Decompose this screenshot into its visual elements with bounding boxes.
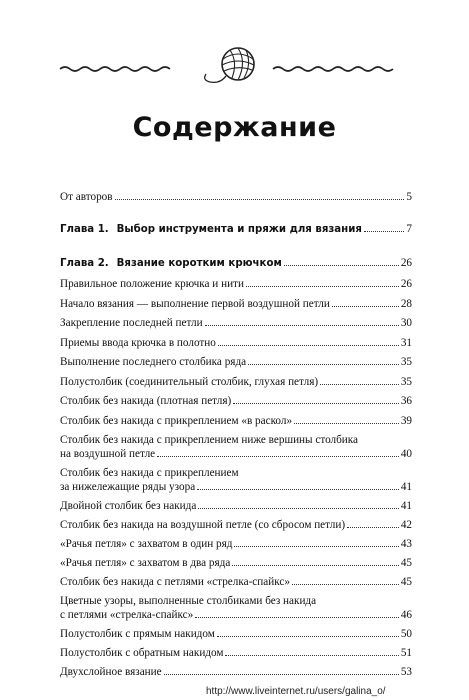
entry-title-line1: Цветные узоры, выполненные столбиками без накида [60,595,317,607]
entry-title: Столбик без накида на воздушной петле (со сбросом петли) [60,519,346,531]
chapter-number: Глава 2. [60,258,109,269]
toc-entry [60,665,412,679]
toc-entry [60,556,412,570]
toc-chapter [60,222,412,237]
leader-dots [248,364,399,365]
entry-title: Столбик без накида с прикреплением «в раскол» [60,415,293,427]
page-number: 41 [400,481,412,493]
entry-title: Приемы ввода крючка в полотно [60,337,216,349]
entry-title: Полустолбик с прямым накидом [60,628,215,640]
entry-title: с петлями «стрелка-спайкс» [60,609,194,621]
page-number: 26 [400,278,412,290]
toc-entry [60,297,412,311]
toc-entry [60,627,412,641]
toc-entry [60,646,412,660]
toc-entry [60,316,412,330]
leader-dots [292,584,399,585]
page-number: 53 [400,666,412,678]
toc-entry [60,190,412,204]
chapter-number: Глава 1. [60,224,109,235]
page-number: 26 [400,257,412,269]
entry-title: Полустолбик (соединительный столбик, глухая петля) [60,376,319,388]
page-number: 35 [400,376,412,388]
source-url-watermark[interactable]: http://www.liveinternet.ru/users/galina_o/ [206,686,386,697]
entry-title: Вязание коротким крючком [116,258,282,269]
leader-dots [198,508,398,509]
page-number: 5 [406,191,412,203]
leader-dots [234,546,398,547]
entry-title: Столбик без накида с петлями «стрелка-спайкс» [60,576,290,588]
leader-dots [233,403,399,404]
leader-dots [217,636,399,637]
entry-title: за нижележащие ряды узора [60,481,196,493]
leader-dots [205,325,399,326]
page-number: 39 [400,415,412,427]
toc-entry [60,499,412,513]
entry-title: Двухслойное вязание [60,666,162,678]
leader-dots [294,423,399,424]
page-number: 40 [400,448,412,460]
entry-title: Начало вязания — выполнение первой воздушной петли [60,298,330,310]
leader-dots [246,286,399,287]
toc-entry [60,414,412,428]
entry-title: От авторов [60,191,113,203]
toc-entry [60,394,412,408]
entry-title: Полустолбик с обратным накидом [60,647,224,659]
leader-dots [218,345,399,346]
page-number: 43 [400,538,412,550]
toc-entry [60,518,412,532]
leader-dots [320,384,399,385]
toc-entry [60,575,412,589]
toc-chapter [60,256,412,271]
page-number: 36 [400,395,412,407]
entry-title: Правильное положение крючка и нити [60,278,244,290]
page-number: 35 [400,356,412,368]
entry-title-line1: Столбик без накида с прикреплением [60,467,239,479]
page-number: 50 [400,628,412,640]
leader-dots [284,265,399,266]
page-number: 28 [400,298,412,310]
toc-entry [60,594,412,622]
entry-title: Столбик без накида (плотная петля) [60,395,232,407]
toc-entry [60,336,412,350]
entry-title: Двойной столбик без накида [60,500,197,512]
entry-title: Выполнение последнего столбика ряда [60,356,247,368]
entry-title: «Рачья петля» с захватом в один ряд [60,538,233,550]
entry-title-line1: Столбик без накида с прикреплением ниже вершины столбика [60,434,359,446]
leader-dots [164,674,399,675]
page-number: 41 [400,500,412,512]
leader-dots [115,199,405,200]
leader-dots [225,655,398,656]
page-number: 31 [400,337,412,349]
page-number: 7 [406,223,412,235]
toc-entry [60,355,412,369]
page-number: 45 [400,576,412,588]
page-number: 45 [400,557,412,569]
entry-title: «Рачья петля» с захватом в два ряда [60,557,231,569]
leader-dots [332,306,399,307]
page-number: 30 [400,317,412,329]
toc-entry [60,277,412,291]
leader-dots [232,565,399,566]
page-number: 46 [400,609,412,621]
toc-entry [60,466,412,494]
page-number: 42 [400,519,412,531]
leader-dots [197,489,399,490]
leader-dots [347,527,399,528]
entry-title: Выбор инструмента и пряжи для вязания [116,224,362,235]
toc-entry [60,433,412,461]
page-number: 51 [400,647,412,659]
page-title: Содержание [132,112,337,143]
entry-title: Закрепление последней петли [60,317,203,329]
toc-entry [60,537,412,551]
leader-dots [157,456,399,457]
leader-dots [364,231,405,232]
leader-dots [195,617,399,618]
toc-entry [60,375,412,389]
entry-title: на воздушной петле [60,448,156,460]
